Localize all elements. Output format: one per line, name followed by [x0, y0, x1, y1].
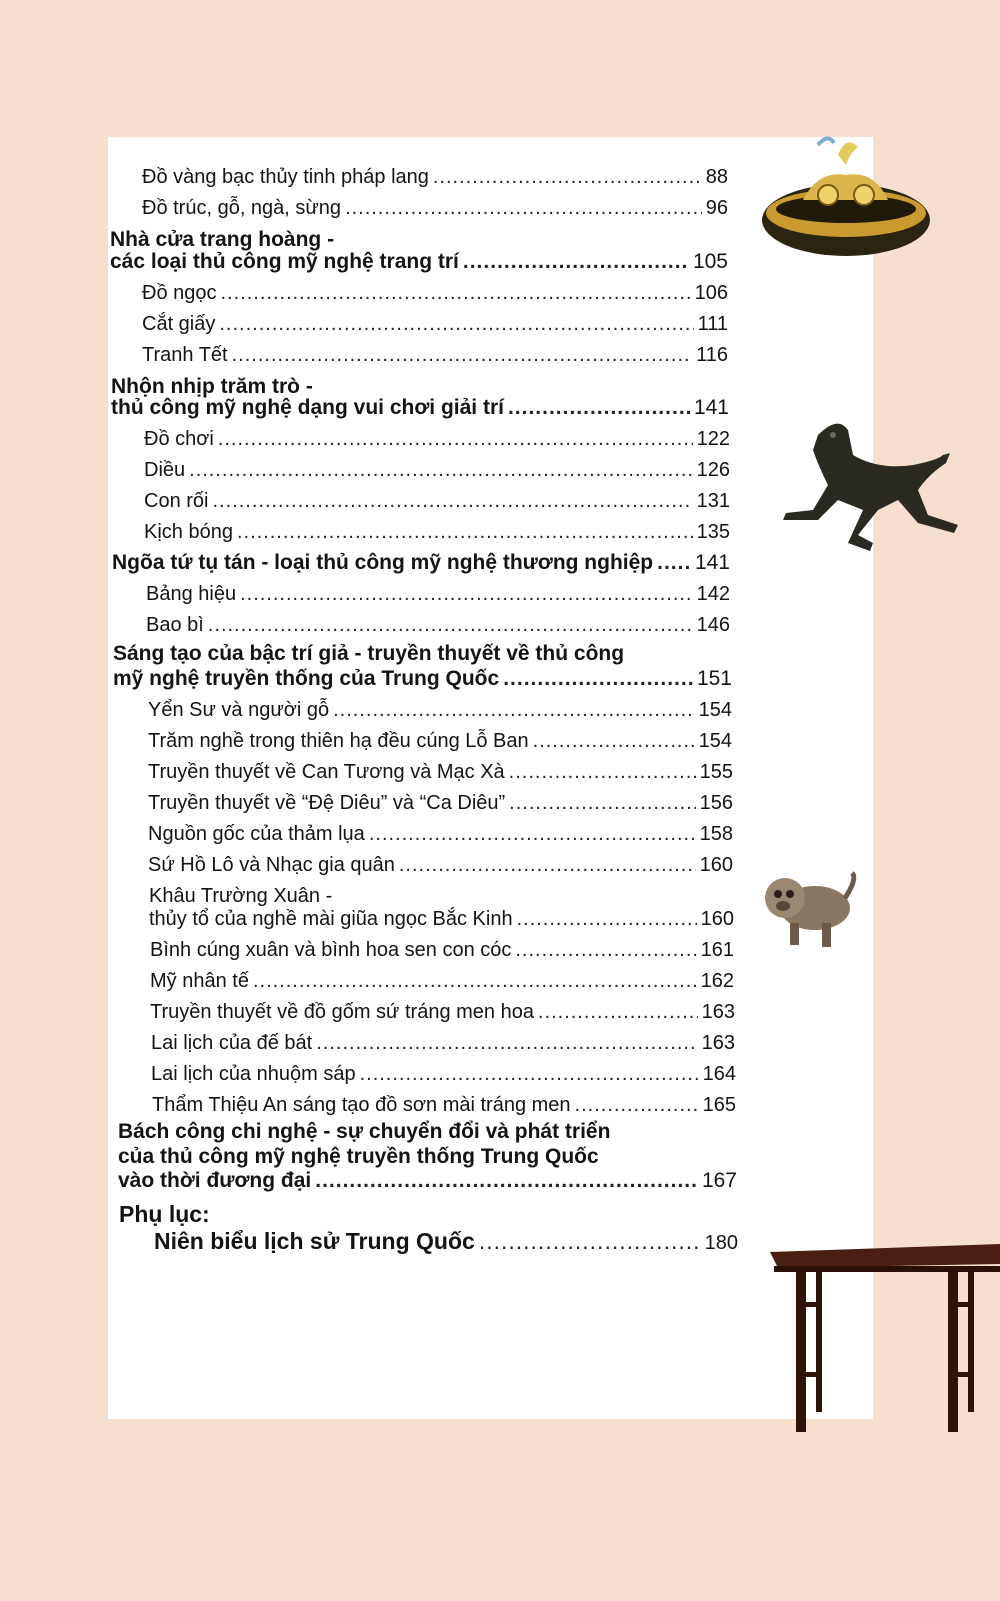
- toc-page-number: 96: [705, 197, 728, 219]
- leader-dots: [212, 489, 692, 513]
- appendix-heading: Phụ lục:: [119, 1201, 210, 1227]
- toc-section-entry: [110, 250, 728, 274]
- leader-dots: [237, 520, 693, 544]
- toc-section-entry: [111, 396, 729, 420]
- toc-entry-title: Bình cúng xuân và bình hoa sen con cóc: [150, 939, 512, 961]
- leader-dots: [515, 938, 696, 962]
- section-title-line: Bách công chi nghệ - sự chuyển đổi và phát triển: [118, 1120, 611, 1143]
- toc-page-number: 161: [700, 939, 734, 961]
- toc-entry-title: Thẩm Thiệu An sáng tạo đồ sơn mài tráng men: [152, 1094, 571, 1116]
- toc-entry-title: Truyền thuyết về Can Tương và Mạc Xà: [148, 761, 505, 783]
- toc-page-number: 160: [699, 854, 733, 876]
- toc-page-number: 131: [696, 490, 730, 512]
- toc-entry: [148, 729, 732, 753]
- leader-dots: [218, 427, 693, 451]
- toc-page-number: 106: [694, 282, 728, 304]
- toc-entry: [144, 427, 730, 451]
- toc-page-number: 135: [696, 521, 730, 543]
- toc-entry-title: Đồ vàng bạc thủy tinh pháp lang: [142, 166, 429, 188]
- toc-entry: [144, 520, 730, 544]
- toc-entry: [148, 853, 733, 877]
- leader-dots: [533, 729, 695, 753]
- leader-dots: [208, 613, 693, 637]
- toc-page-number: 116: [696, 344, 728, 366]
- toc-page-number: 122: [696, 428, 730, 450]
- toc-entry-title: thủy tổ của nghề mài giũa ngọc Bắc Kinh: [149, 908, 513, 930]
- leader-dots: [479, 1229, 701, 1253]
- toc-entry-title: Đồ trúc, gỗ, ngà, sừng: [142, 197, 342, 219]
- toc-entry: [152, 1093, 736, 1117]
- toc-page-number: 142: [696, 583, 730, 605]
- leader-dots: [503, 667, 693, 691]
- toc-page-number: 126: [696, 459, 730, 481]
- leader-dots: [433, 165, 702, 189]
- toc-entry-title: Sứ Hồ Lô và Nhạc gia quân: [148, 854, 395, 876]
- leader-dots: [657, 551, 691, 575]
- toc-entry-title: thủ công mỹ nghệ dạng vui chơi giải trí: [111, 396, 504, 419]
- toc-entry: [151, 1062, 736, 1086]
- leader-dots: [575, 1093, 699, 1117]
- toc-entry: [150, 938, 734, 962]
- toc-page-number: 160: [700, 908, 734, 930]
- toc-page-number: 162: [700, 970, 734, 992]
- leader-dots: [189, 458, 692, 482]
- toc-page-number: 105: [692, 250, 728, 273]
- toc-entry-title: Truyền thuyết về đồ gốm sứ tráng men hoa: [150, 1001, 534, 1023]
- toc-entry: [146, 582, 730, 606]
- toc-entry: [148, 791, 733, 815]
- toc-entry-title: Bao bì: [146, 614, 204, 636]
- toc-entry: [146, 613, 730, 637]
- toc-entry-title: các loại thủ công mỹ nghệ trang trí: [110, 250, 459, 273]
- leader-dots: [253, 969, 697, 993]
- leader-dots: [508, 396, 690, 420]
- toc-entry-first-line: [149, 884, 332, 908]
- toc-entry: [148, 760, 733, 784]
- toc-page-number: 158: [699, 823, 733, 845]
- toc-section-entry: [118, 1169, 737, 1193]
- toc-page-number: 163: [701, 1001, 735, 1023]
- flying-horse-illustration: [778, 415, 968, 560]
- leader-dots: [315, 1169, 698, 1193]
- leader-dots: [509, 760, 696, 784]
- toc-page-number: 155: [699, 761, 733, 783]
- toc-entry: [149, 907, 734, 931]
- toc-entry: [142, 281, 728, 305]
- toc-entry-title: vào thời đương đại: [118, 1169, 312, 1192]
- toc-page-number: 165: [702, 1094, 736, 1116]
- toc-entry-title: Cắt giấy: [142, 313, 216, 335]
- toc-entry-title: Lai lịch của nhuộm sáp: [151, 1063, 356, 1085]
- toc-page: [108, 137, 873, 1419]
- toc-entry-title: Nguồn gốc của thảm lụa: [148, 823, 365, 845]
- golden-crown-illustration: [758, 125, 934, 265]
- leader-dots: [399, 853, 696, 877]
- toc-entry-title: Diều: [144, 459, 186, 481]
- wooden-table-illustration: [768, 1242, 1000, 1442]
- leader-dots: [538, 1000, 698, 1024]
- toc-entry-title: Bảng hiệu: [146, 583, 237, 605]
- toc-section-entry: [154, 1229, 738, 1255]
- toc-entry-title: Đồ ngọc: [142, 282, 217, 304]
- leader-dots: [345, 196, 702, 220]
- leader-dots: [369, 822, 696, 846]
- toc-entry-title: Lai lịch của đế bát: [151, 1032, 313, 1054]
- toc-page-number: 154: [698, 699, 732, 721]
- leader-dots: [517, 907, 697, 931]
- toc-entry: [151, 1031, 735, 1055]
- toc-entry: [150, 969, 734, 993]
- toc-entry-title: Mỹ nhân tế: [150, 970, 249, 992]
- toc-entry: [142, 165, 728, 189]
- section-title-line: Nhà cửa trang hoàng -: [110, 228, 335, 251]
- toc-page-number: 88: [705, 166, 728, 188]
- leader-dots: [221, 281, 691, 305]
- leader-dots: [360, 1062, 699, 1086]
- leader-dots: [316, 1031, 697, 1055]
- lion-figurine-illustration: [760, 868, 860, 953]
- toc-section-entry: [113, 667, 732, 691]
- toc-page-number: 111: [697, 313, 728, 335]
- toc-entry-title-line: Khâu Trường Xuân -: [149, 885, 333, 907]
- toc-page-number: 154: [698, 730, 732, 752]
- toc-entry: [142, 312, 728, 336]
- table-of-contents: [108, 137, 873, 1419]
- section-title-line: của thủ công mỹ nghệ truyền thống Trung Quốc: [118, 1145, 599, 1168]
- toc-page-number: 141: [693, 396, 729, 419]
- toc-entry-title: Kịch bóng: [144, 521, 233, 543]
- leader-dots: [232, 343, 693, 367]
- leader-dots: [240, 582, 693, 606]
- toc-section-entry: [112, 551, 730, 575]
- toc-entry: [144, 458, 730, 482]
- toc-entry: [142, 343, 728, 367]
- toc-page-number: 156: [699, 792, 733, 814]
- toc-entry: [148, 698, 732, 722]
- toc-entry-title: Trăm nghề trong thiên hạ đều cúng Lỗ Ban: [148, 730, 529, 752]
- toc-page-number: 141: [694, 551, 730, 574]
- leader-dots: [463, 250, 689, 274]
- toc-entry-title: mỹ nghệ truyền thống của Trung Quốc: [113, 667, 500, 690]
- toc-page-number: 164: [702, 1063, 736, 1085]
- section-title-line: Sáng tạo của bậc trí giả - truyền thuyết về thủ công: [113, 642, 625, 665]
- toc-page-number: 151: [696, 667, 732, 690]
- toc-entry-title: Yển Sư và người gỗ: [148, 699, 330, 721]
- leader-dots: [333, 698, 695, 722]
- toc-entry: [144, 489, 730, 513]
- toc-page-number: 146: [696, 614, 730, 636]
- toc-entry-title: Niên biểu lịch sử Trung Quốc: [154, 1228, 475, 1254]
- section-title-line: Nhộn nhịp trăm trò -: [111, 375, 313, 398]
- toc-page-number: 180: [704, 1232, 738, 1254]
- toc-entry-title: Ngõa tứ tụ tán - loại thủ công mỹ nghệ thương nghiệp: [112, 551, 654, 574]
- toc-entry-title: Đồ chơi: [144, 428, 214, 450]
- toc-entry: [148, 822, 733, 846]
- leader-dots: [509, 791, 695, 815]
- leader-dots: [219, 312, 693, 336]
- toc-page-number: 167: [701, 1169, 737, 1192]
- toc-page-number: 163: [701, 1032, 735, 1054]
- toc-entry-title: Tranh Tết: [142, 344, 228, 366]
- toc-entry-title: Truyền thuyết về “Đệ Diêu” và “Ca Diêu”: [148, 792, 506, 814]
- toc-entry: [150, 1000, 735, 1024]
- toc-entry-title: Con rối: [144, 490, 209, 512]
- toc-entry: [142, 196, 728, 220]
